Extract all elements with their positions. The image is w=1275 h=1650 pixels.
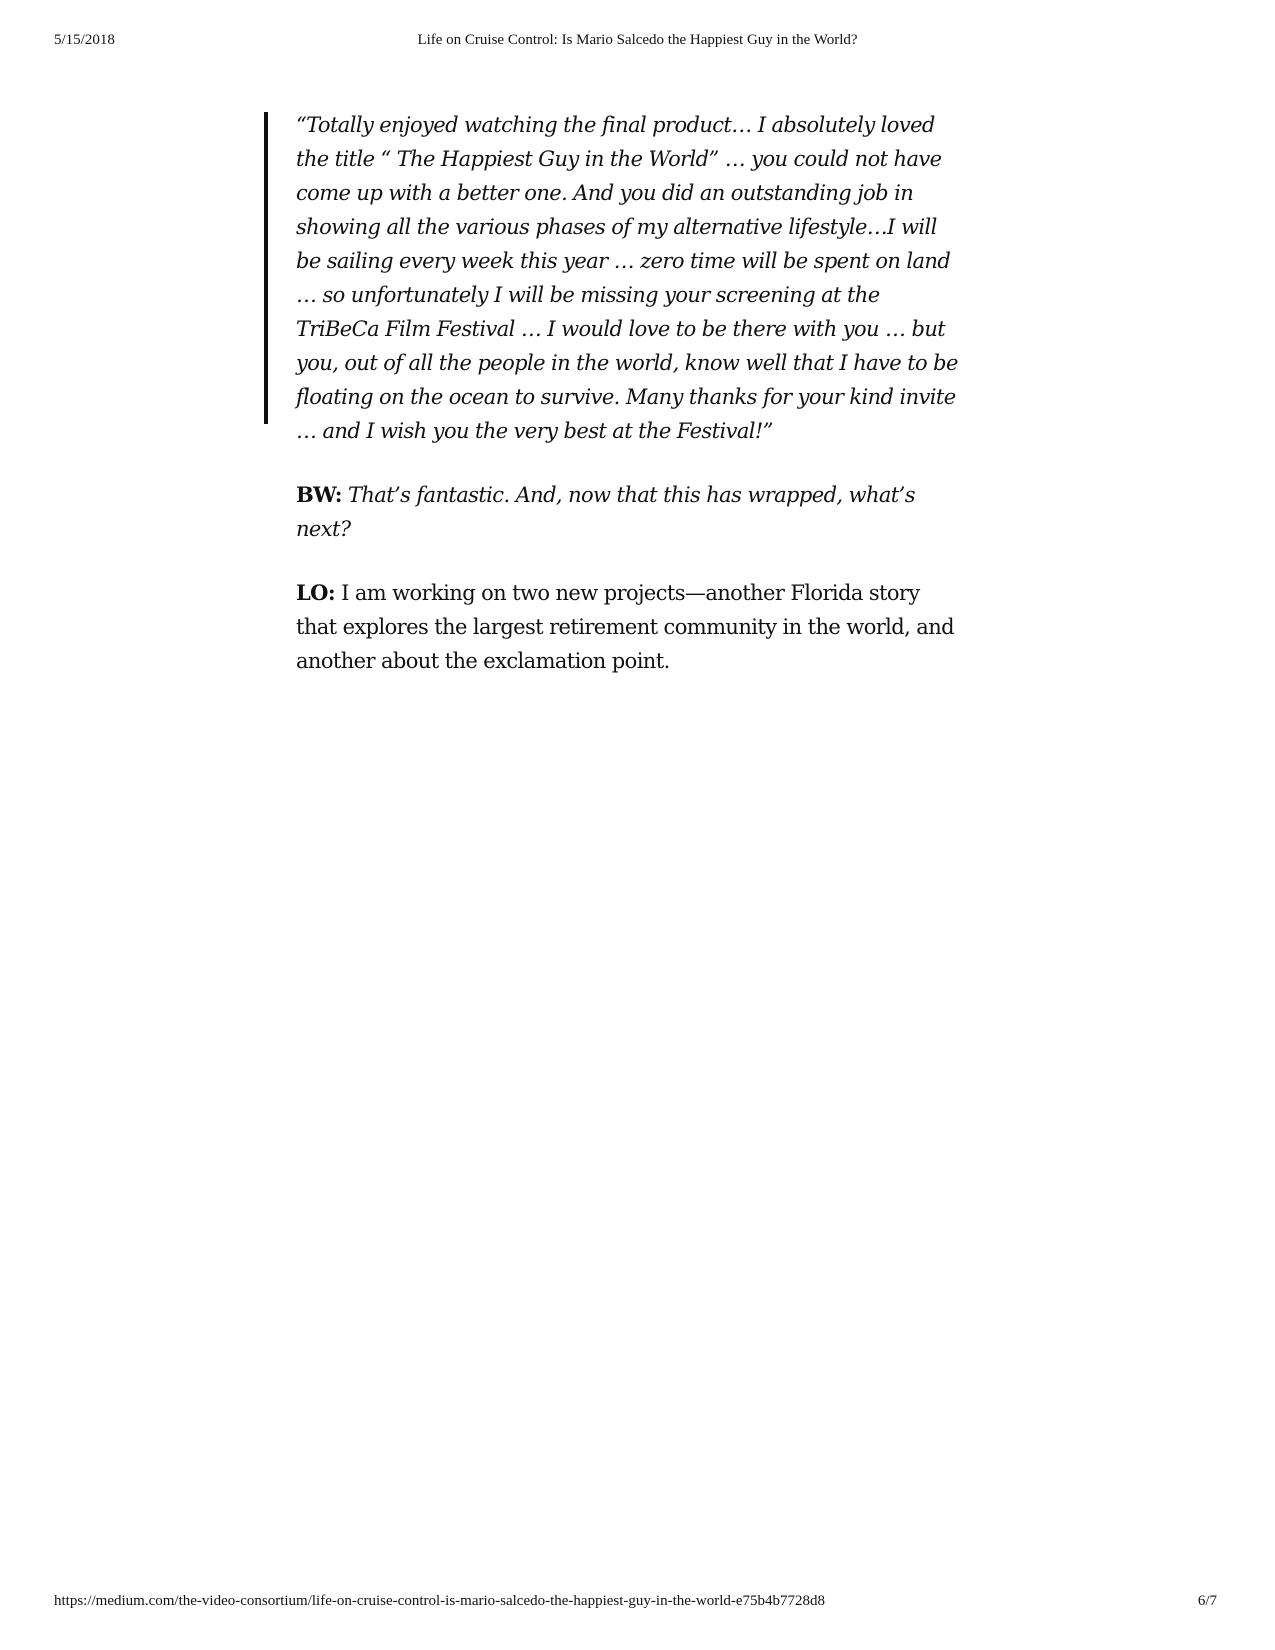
speaker-lo: LO:	[296, 580, 336, 605]
block-quote: “Totally enjoyed watching the final product… I absolutely loved the title “ The Happiest Guy in the World” … you could not have come up with a better one. And you did an outstanding job in showing all the various phases of my alternative lifestyle…I will be sailing every week this year … zero time will be spent on land … so unfortunately I will be missing your screening at the TriBeCa Film Festival … I would love to be there with you … but you, out of all the people in the world, know well that I have to be floating on the ocean to survive. Many thanks for your kind invite … and I wish you the very best at the Festival!”	[296, 108, 966, 448]
speaker-bw: BW:	[296, 482, 342, 507]
print-url: https://medium.com/the-video-consortium/life-on-cruise-control-is-mario-salcedo-the-happiest-guy-in-the-world-e75b4b7728d8	[54, 1593, 826, 1609]
page-number: 6/7	[1197, 1593, 1217, 1609]
print-date: 5/15/2018	[54, 32, 115, 48]
article-body	[296, 108, 966, 678]
print-title: Life on Cruise Control: Is Mario Salcedo the Happiest Guy in the World?	[417, 32, 858, 48]
bw-question: That’s fantastic. And, now that this has wrapped, what’s next?	[296, 483, 915, 541]
paragraph-bw	[296, 478, 966, 546]
lo-answer: I am working on two new projects—another Florida story that explores the largest retirement community in the world, and another about the exclamation point.	[296, 581, 954, 673]
print-header	[0, 32, 1275, 52]
print-footer	[0, 1593, 1275, 1613]
paragraph-lo	[296, 576, 966, 678]
